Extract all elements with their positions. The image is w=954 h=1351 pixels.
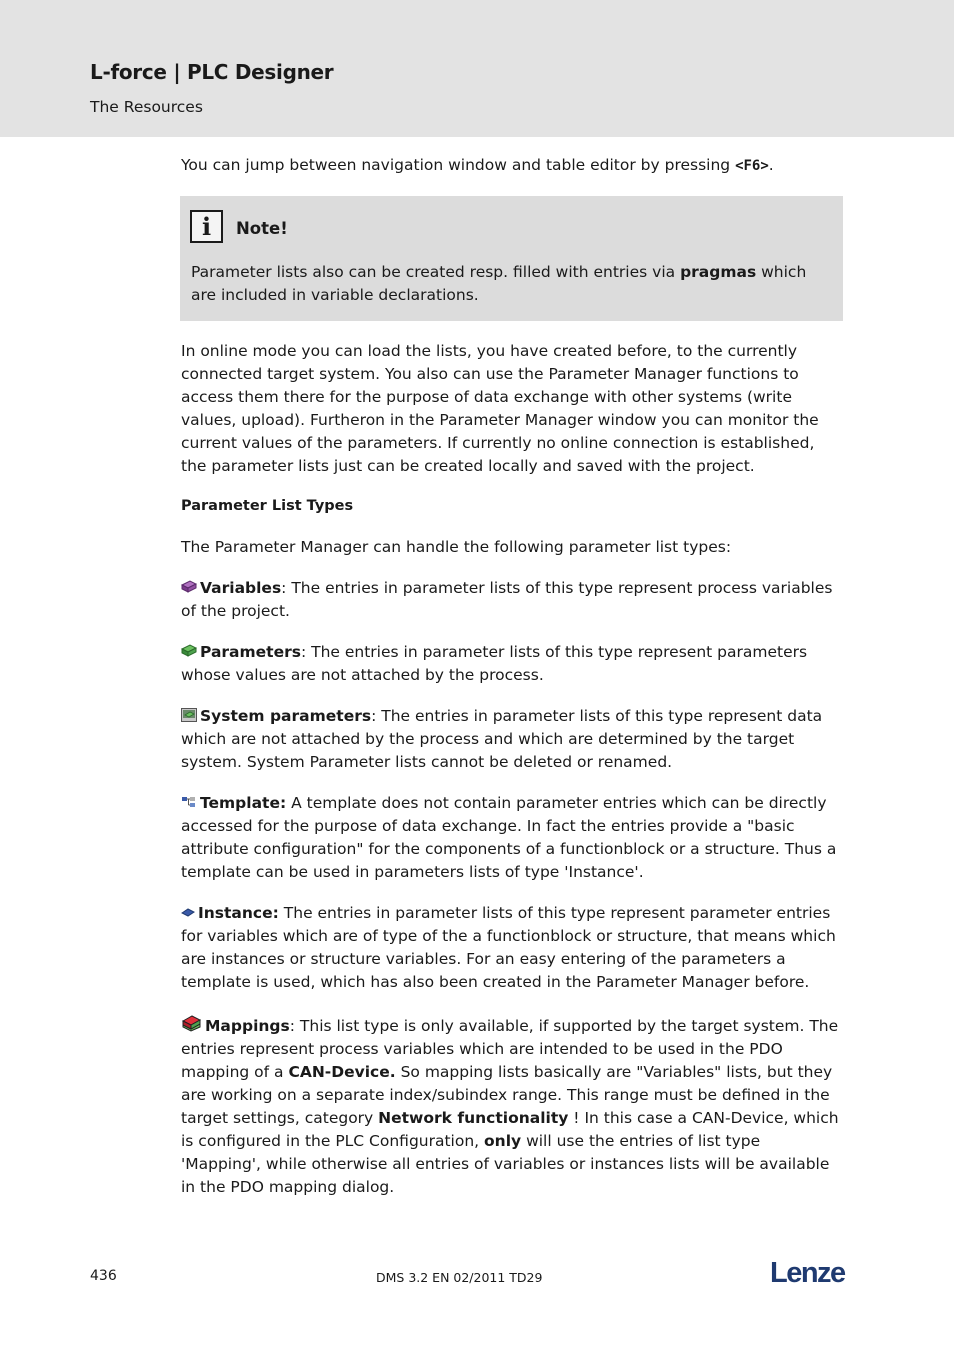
mappings-icon	[181, 1014, 202, 1032]
template-label: Template:	[200, 794, 287, 812]
list-type-template: Template: A template does not contain parameter entries which can be directly accessed for the purpose of data exchange. In fact the entries provide a "basic attribute configuration" for the components of a functionblock or a structure. Thus a template can be used in parameters lists of type 'Instance'.	[181, 794, 837, 881]
section-intro: The Parameter Manager can handle the following parameter list types:	[181, 538, 732, 556]
info-icon: i	[190, 210, 223, 243]
system-parameters-label: System parameters	[200, 707, 372, 725]
parameters-icon	[181, 644, 197, 658]
list-type-parameters: Parameters: The entries in parameter lists of this type represent parameters whose values are not attached by the process.	[181, 643, 808, 684]
online-mode-paragraph: In online mode you can load the lists, you have created before, to the currently connected target system. You also can use the Parameter Manager functions to access them there for the purpose of data exchange with other systems (write values, upload). Furtheron in the Parameter Manager window you can monitor the current values of the parameters. If currently no online connection is established, the parameter lists just can be created locally and saved with the project.	[181, 342, 819, 475]
parameters-label: Parameters	[200, 643, 301, 661]
list-type-instance: Instance: The entries in parameter lists of this type represent parameter entries for variables which are of type of the a functionblock or structure, that means which are instances or structure variables. For an easy entering of the parameters a template is used, which has also been created in the Parameter Manager before.	[181, 904, 836, 991]
instance-icon	[181, 907, 195, 919]
pragmas-term: pragmas	[680, 263, 757, 281]
instance-label: Instance:	[198, 904, 279, 922]
f6-key: <F6>	[735, 158, 769, 174]
list-type-mappings: Mappings: This list type is only available, if supported by the target system. The entries represent process variables which are intended to be used in the PDO mapping of a CAN-Device. So mapping lists basically are "Variables" lists, but they are working on a separate index/subindex range. This range must be defined in the target settings, category Network functionality ! In this case a CAN-Device, which is configured in the PLC Configuration, only will use the entries of list type 'Mapping', while otherwise all entries of variables or instances lists will be available in the PDO mapping dialog.	[181, 1014, 843, 1199]
page-number: 436	[90, 1268, 117, 1284]
template-icon	[181, 795, 197, 809]
document-title: L-force | PLC Designer	[90, 60, 334, 84]
note-title: Note!	[236, 219, 288, 238]
intro-paragraph: You can jump between navigation window and table editor by pressing <F6>.	[181, 156, 774, 174]
variables-label: Variables	[200, 579, 282, 597]
list-type-variables: Variables: The entries in parameter lists of this type represent process variables of the project.	[181, 579, 833, 620]
list-type-system-parameters: System parameters: The entries in parameter lists of this type represent data which are not attached by the process and which are determined by the target system. System Parameter lists cannot be deleted or renamed.	[181, 707, 823, 771]
lenze-logo: Lenze	[770, 1257, 845, 1289]
mappings-label: Mappings	[205, 1017, 290, 1035]
header-band	[0, 0, 954, 137]
document-subtitle: The Resources	[90, 98, 203, 116]
note-text: Parameter lists also can be created resp. filled with entries via pragmas which are included in variable declarations.	[191, 263, 807, 304]
document-id: DMS 3.2 EN 02/2011 TD29	[376, 1270, 543, 1285]
note-box	[180, 196, 843, 321]
variables-icon	[181, 580, 197, 594]
system-parameters-icon	[181, 708, 197, 722]
section-heading: Parameter List Types	[181, 498, 354, 514]
